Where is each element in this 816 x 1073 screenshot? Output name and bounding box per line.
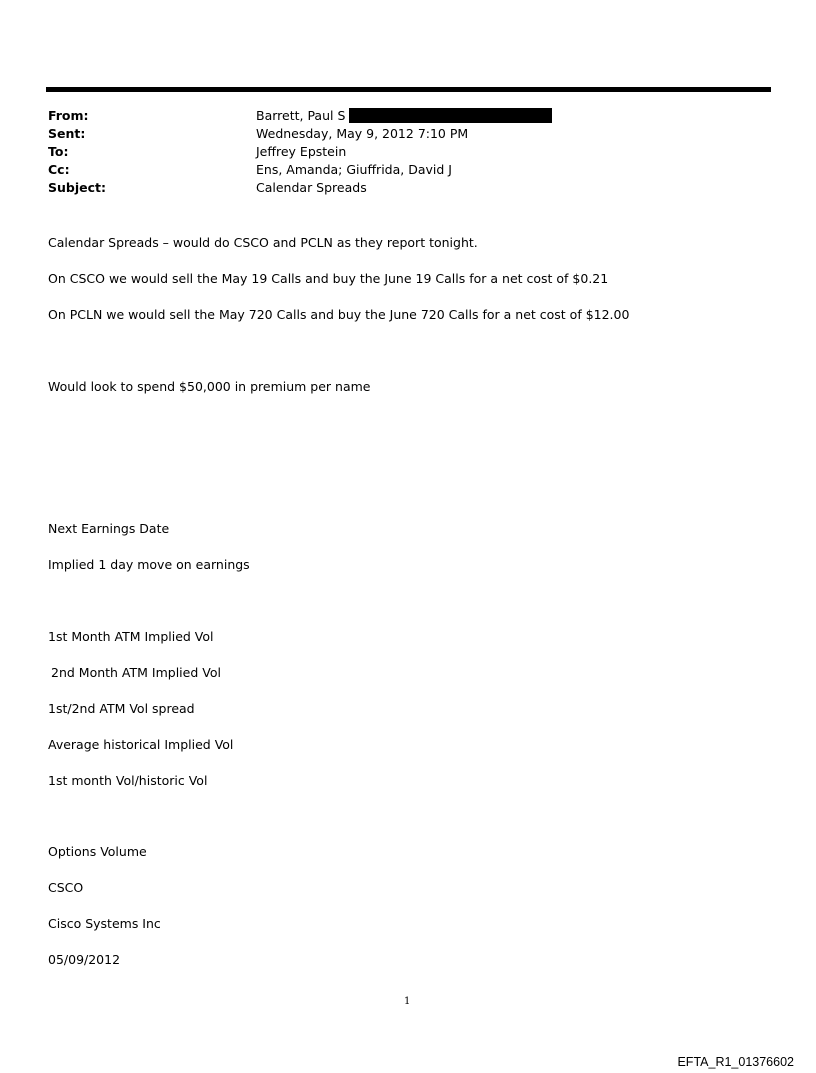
redaction-bar <box>349 108 552 123</box>
body-line-csco-trade: On CSCO we would sell the May 19 Calls and buy the June 19 Calls for a net cost of $0.21 <box>48 271 609 286</box>
body-line-2nd-month-vol: 2nd Month ATM Implied Vol <box>51 665 221 680</box>
body-line-intro: Calendar Spreads – would do CSCO and PCLN as they report tonight. <box>48 235 478 250</box>
body-line-company: Cisco Systems Inc <box>48 916 161 931</box>
from-label: From: <box>48 108 89 123</box>
body-line-historical-vol: Average historical Implied Vol <box>48 737 234 752</box>
to-value: Jeffrey Epstein <box>256 144 347 159</box>
cc-label: Cc: <box>48 162 70 177</box>
cc-value: Ens, Amanda; Giuffrida, David J <box>256 162 452 177</box>
header-divider <box>46 87 771 92</box>
body-line-vol-ratio: 1st month Vol/historic Vol <box>48 773 208 788</box>
body-line-vol-spread: 1st/2nd ATM Vol spread <box>48 701 195 716</box>
subject-value: Calendar Spreads <box>256 180 367 195</box>
body-line-pcln-trade: On PCLN we would sell the May 720 Calls and buy the June 720 Calls for a net cost of $12.00 <box>48 307 630 322</box>
body-line-ticker: CSCO <box>48 880 84 895</box>
body-line-implied-move: Implied 1 day move on earnings <box>48 557 250 572</box>
sent-label: Sent: <box>48 126 86 141</box>
from-value <box>256 107 552 125</box>
subject-label: Subject: <box>48 180 106 195</box>
from-value-text: Barrett, Paul S <box>256 108 346 123</box>
document-id: EFTA_R1_01376602 <box>677 1055 794 1069</box>
body-line-premium: Would look to spend $50,000 in premium per name <box>48 379 371 394</box>
body-line-options-volume: Options Volume <box>48 844 147 859</box>
sent-value: Wednesday, May 9, 2012 7:10 PM <box>256 126 469 141</box>
body-line-date: 05/09/2012 <box>48 952 121 967</box>
page-number: 1 <box>404 996 411 1007</box>
body-line-next-earnings: Next Earnings Date <box>48 521 170 536</box>
body-line-1st-month-vol: 1st Month ATM Implied Vol <box>48 629 214 644</box>
to-label: To: <box>48 144 69 159</box>
